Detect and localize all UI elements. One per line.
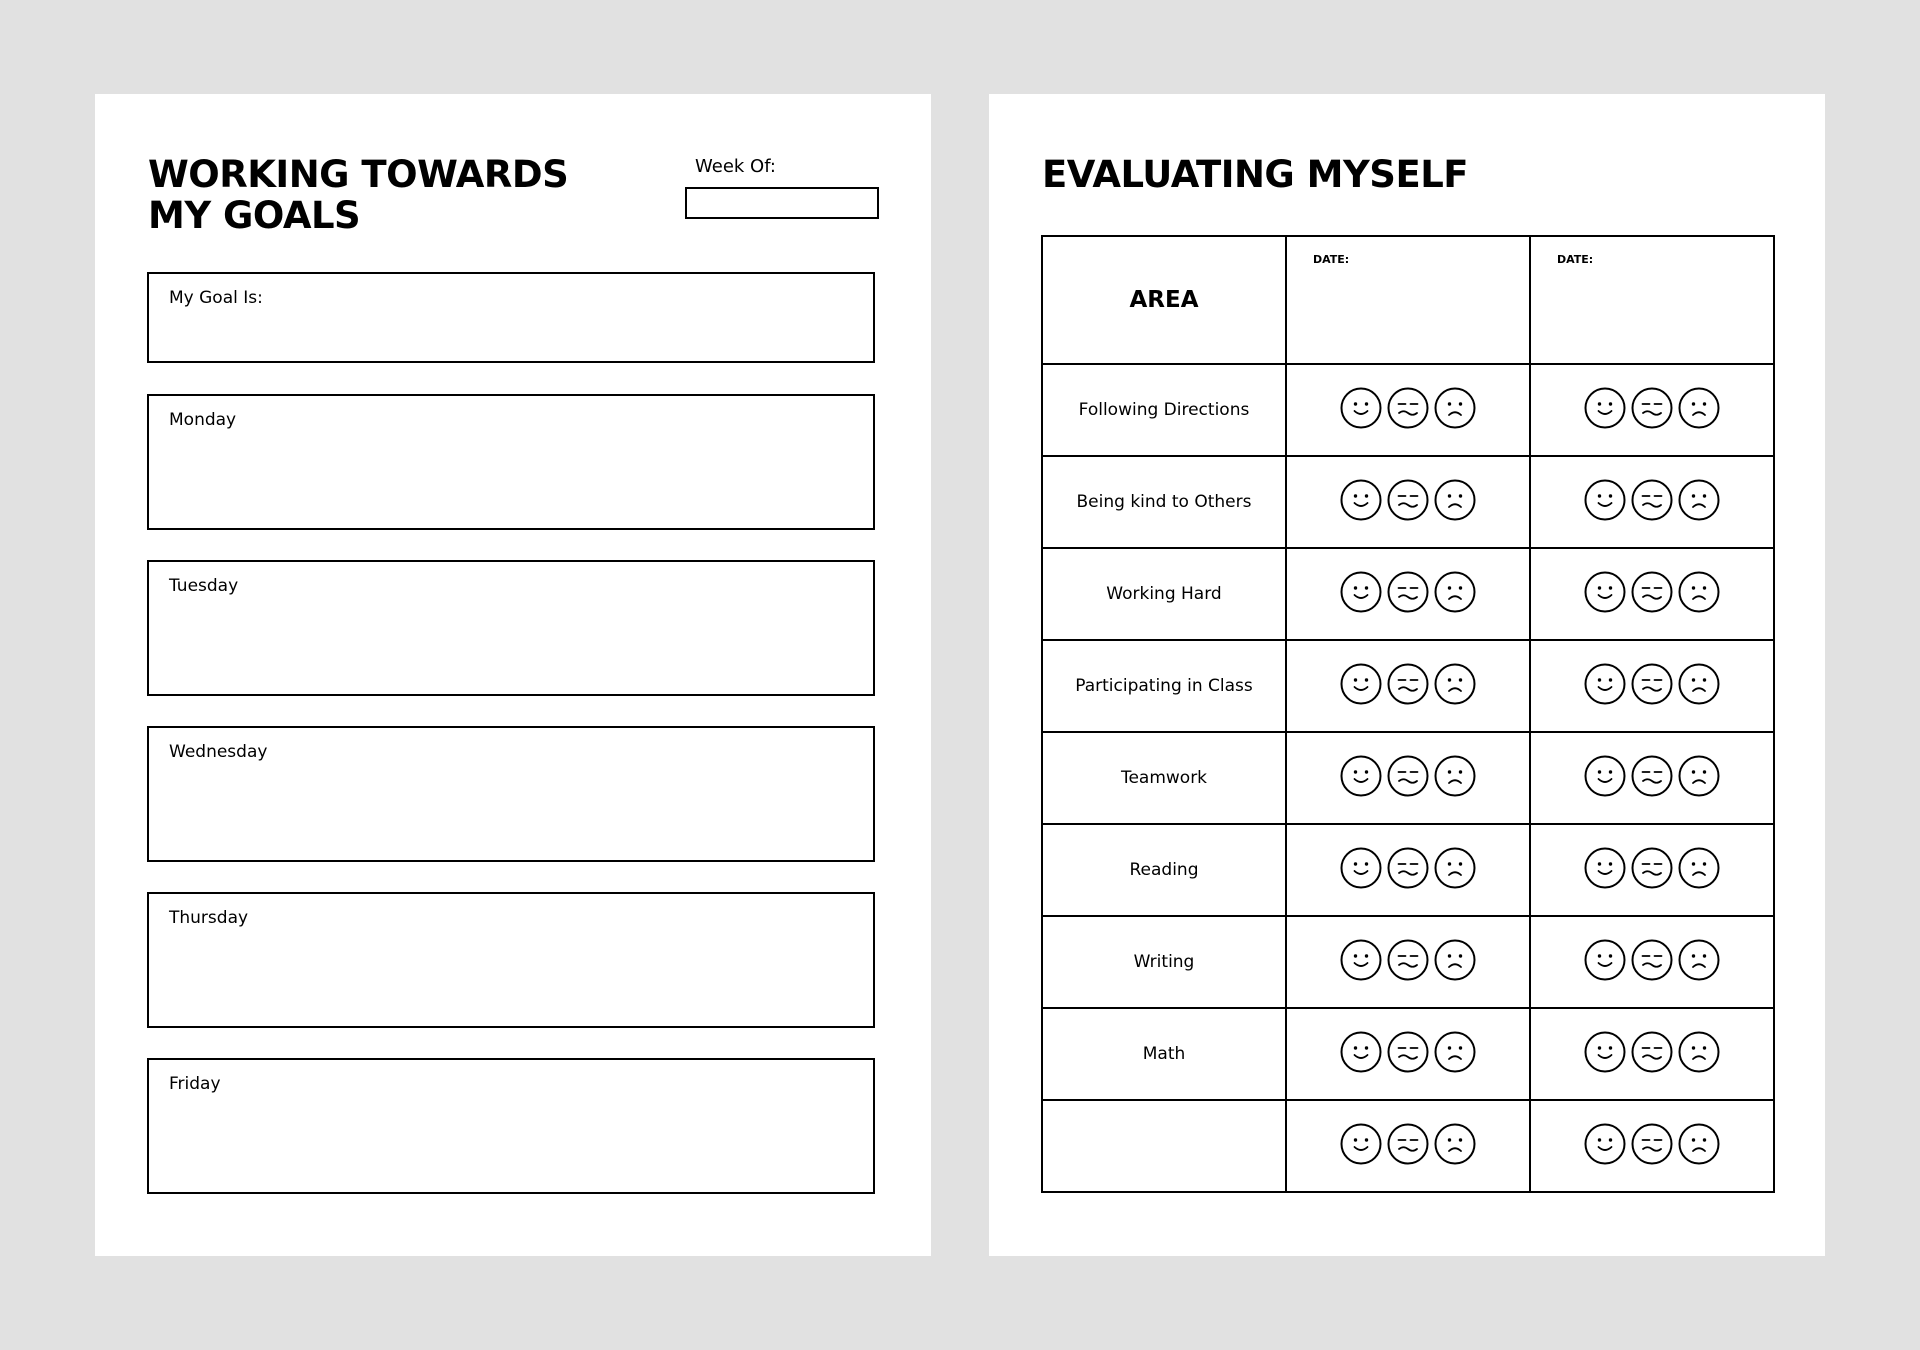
date-label-2: DATE: [1557, 253, 1594, 266]
tuesday-label: Tuesday [169, 576, 239, 596]
neutral-face-icon[interactable] [1631, 571, 1673, 617]
sad-face-icon[interactable] [1434, 479, 1476, 525]
table-row [1042, 548, 1774, 640]
rating-cell [1286, 456, 1530, 548]
wednesday-label: Wednesday [169, 742, 268, 762]
rating-cell [1530, 548, 1774, 640]
happy-face-icon[interactable] [1584, 479, 1626, 525]
happy-face-icon[interactable] [1340, 571, 1382, 617]
sad-face-icon[interactable] [1678, 571, 1720, 617]
happy-face-icon[interactable] [1340, 663, 1382, 709]
rating-cell [1530, 640, 1774, 732]
sad-face-icon[interactable] [1678, 387, 1720, 433]
happy-face-icon[interactable] [1584, 1123, 1626, 1169]
rating-faces [1287, 1031, 1529, 1077]
thursday-box[interactable] [147, 892, 875, 1028]
neutral-face-icon[interactable] [1387, 479, 1429, 525]
wednesday-box[interactable] [147, 726, 875, 862]
sad-face-icon[interactable] [1678, 663, 1720, 709]
happy-face-icon[interactable] [1340, 939, 1382, 985]
rating-faces [1287, 939, 1529, 985]
rating-faces [1531, 1123, 1773, 1169]
date-header-2[interactable] [1530, 236, 1774, 364]
rating-faces [1287, 387, 1529, 433]
area-name-cell: Reading [1042, 824, 1286, 916]
week-of-field[interactable] [685, 187, 879, 219]
evaluation-page [989, 94, 1825, 1256]
friday-box[interactable] [147, 1058, 875, 1194]
area-name-cell [1042, 1100, 1286, 1192]
rating-faces [1287, 847, 1529, 893]
neutral-face-icon[interactable] [1387, 1123, 1429, 1169]
sad-face-icon[interactable] [1434, 939, 1476, 985]
rating-cell [1286, 1008, 1530, 1100]
area-name-cell: Being kind to Others [1042, 456, 1286, 548]
happy-face-icon[interactable] [1340, 847, 1382, 893]
rating-faces [1287, 755, 1529, 801]
rating-faces [1531, 755, 1773, 801]
monday-box[interactable] [147, 394, 875, 530]
title-line-1: WORKING TOWARDS [148, 153, 569, 196]
happy-face-icon[interactable] [1584, 1031, 1626, 1077]
happy-face-icon[interactable] [1340, 479, 1382, 525]
happy-face-icon[interactable] [1584, 571, 1626, 617]
table-header-row [1042, 236, 1774, 364]
rating-cell [1530, 824, 1774, 916]
rating-faces [1531, 663, 1773, 709]
neutral-face-icon[interactable] [1631, 387, 1673, 433]
rating-cell [1286, 364, 1530, 456]
sad-face-icon[interactable] [1434, 755, 1476, 801]
sad-face-icon[interactable] [1678, 755, 1720, 801]
sad-face-icon[interactable] [1678, 939, 1720, 985]
neutral-face-icon[interactable] [1631, 939, 1673, 985]
my-goal-box[interactable] [147, 272, 875, 363]
rating-faces [1531, 479, 1773, 525]
rating-cell [1530, 732, 1774, 824]
table-row [1042, 732, 1774, 824]
neutral-face-icon[interactable] [1387, 847, 1429, 893]
rating-faces [1531, 387, 1773, 433]
area-header: AREA [1042, 236, 1286, 364]
area-name-cell: Math [1042, 1008, 1286, 1100]
table-row [1042, 916, 1774, 1008]
my-goal-label: My Goal Is: [169, 288, 263, 308]
sad-face-icon[interactable] [1434, 1031, 1476, 1077]
neutral-face-icon[interactable] [1387, 939, 1429, 985]
neutral-face-icon[interactable] [1631, 1123, 1673, 1169]
rating-faces [1531, 939, 1773, 985]
neutral-face-icon[interactable] [1631, 847, 1673, 893]
table-row [1042, 1008, 1774, 1100]
rating-cell [1286, 824, 1530, 916]
happy-face-icon[interactable] [1584, 387, 1626, 433]
happy-face-icon[interactable] [1340, 387, 1382, 433]
rating-faces [1531, 1031, 1773, 1077]
sad-face-icon[interactable] [1434, 847, 1476, 893]
sad-face-icon[interactable] [1678, 479, 1720, 525]
rating-faces [1287, 479, 1529, 525]
rating-cell [1286, 1100, 1530, 1192]
sad-face-icon[interactable] [1434, 387, 1476, 433]
rating-faces [1287, 571, 1529, 617]
neutral-face-icon[interactable] [1387, 571, 1429, 617]
happy-face-icon[interactable] [1340, 755, 1382, 801]
rating-cell [1286, 732, 1530, 824]
thursday-label: Thursday [169, 908, 249, 928]
table-row [1042, 640, 1774, 732]
monday-label: Monday [169, 410, 237, 430]
title-line-2: MY GOALS [148, 194, 361, 237]
rating-cell [1286, 640, 1530, 732]
evaluation-page-title: EVALUATING MYSELF [1042, 153, 1469, 196]
area-name-cell: Participating in Class [1042, 640, 1286, 732]
rating-faces [1287, 1123, 1529, 1169]
rating-cell [1530, 456, 1774, 548]
neutral-face-icon[interactable] [1631, 479, 1673, 525]
happy-face-icon[interactable] [1584, 755, 1626, 801]
table-row [1042, 824, 1774, 916]
table-row [1042, 1100, 1774, 1192]
neutral-face-icon[interactable] [1631, 1031, 1673, 1077]
area-name-cell: Working Hard [1042, 548, 1286, 640]
happy-face-icon[interactable] [1584, 663, 1626, 709]
sad-face-icon[interactable] [1434, 663, 1476, 709]
rating-cell [1530, 1008, 1774, 1100]
table-row [1042, 456, 1774, 548]
area-name-cell: Writing [1042, 916, 1286, 1008]
rating-cell [1530, 364, 1774, 456]
date-label-1: DATE: [1313, 253, 1350, 266]
rating-faces [1531, 571, 1773, 617]
neutral-face-icon[interactable] [1387, 755, 1429, 801]
goals-page-title [148, 154, 588, 236]
goals-page [95, 94, 931, 1256]
neutral-face-icon[interactable] [1631, 755, 1673, 801]
rating-faces [1287, 663, 1529, 709]
evaluation-table-body [1042, 364, 1774, 1192]
area-name-cell: Following Directions [1042, 364, 1286, 456]
date-header-1[interactable] [1286, 236, 1530, 364]
evaluation-table [1041, 235, 1775, 1193]
area-name-cell: Teamwork [1042, 732, 1286, 824]
sad-face-icon[interactable] [1434, 571, 1476, 617]
table-row [1042, 364, 1774, 456]
sad-face-icon[interactable] [1678, 1031, 1720, 1077]
neutral-face-icon[interactable] [1387, 387, 1429, 433]
neutral-face-icon[interactable] [1631, 663, 1673, 709]
sad-face-icon[interactable] [1678, 847, 1720, 893]
sad-face-icon[interactable] [1678, 1123, 1720, 1169]
rating-faces [1531, 847, 1773, 893]
rating-cell [1286, 548, 1530, 640]
rating-cell [1286, 916, 1530, 1008]
rating-cell [1530, 1100, 1774, 1192]
neutral-face-icon[interactable] [1387, 1031, 1429, 1077]
tuesday-box[interactable] [147, 560, 875, 696]
happy-face-icon[interactable] [1340, 1031, 1382, 1077]
neutral-face-icon[interactable] [1387, 663, 1429, 709]
friday-label: Friday [169, 1074, 221, 1094]
happy-face-icon[interactable] [1340, 1123, 1382, 1169]
rating-cell [1530, 916, 1774, 1008]
happy-face-icon[interactable] [1584, 847, 1626, 893]
sad-face-icon[interactable] [1434, 1123, 1476, 1169]
week-of-label: Week Of: [695, 156, 776, 177]
happy-face-icon[interactable] [1584, 939, 1626, 985]
